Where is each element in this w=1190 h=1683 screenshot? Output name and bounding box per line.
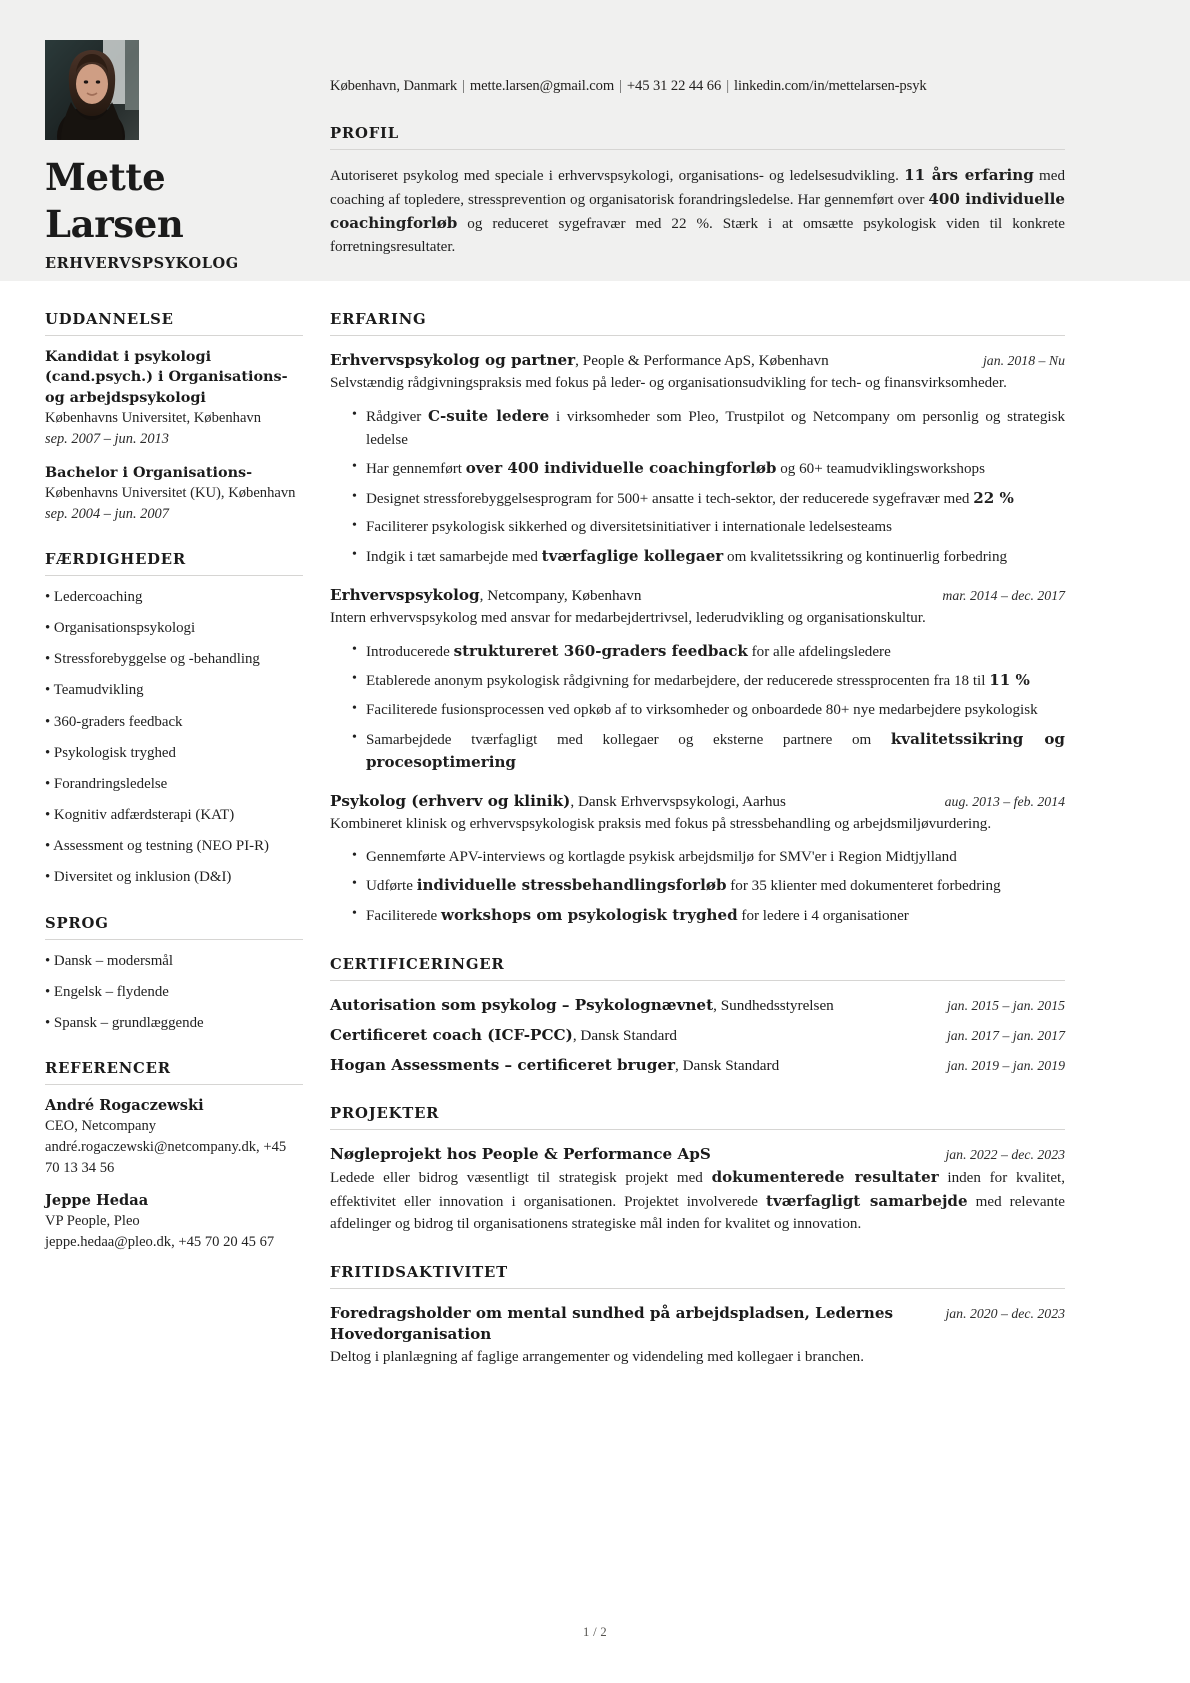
- contact-email[interactable]: mette.larsen@gmail.com: [469, 78, 615, 94]
- experience-date: aug. 2013 – feb. 2014: [944, 793, 1065, 809]
- leisure-date: jan. 2020 – dec. 2023: [945, 1305, 1065, 1321]
- leisure-header: [330, 1303, 1065, 1346]
- body-wrapper: [0, 281, 1190, 1366]
- list-item: • Forandringsledelse: [45, 775, 168, 792]
- experience-bullets: [330, 846, 1065, 928]
- education-institution: Københavns Universitet, København: [45, 410, 262, 427]
- bullet-item: • Gennemførte APV-interviews og kortlagde psykisk arbejdsmiljø for SMV'er i Region Midtjylland: [352, 846, 1065, 869]
- experience-header: [330, 791, 1065, 812]
- section-divider: [45, 335, 303, 336]
- list-item: • Ledercoaching: [45, 589, 143, 605]
- project-header: [330, 1144, 1065, 1165]
- footer: [0, 1625, 1190, 1640]
- education-item: [45, 463, 303, 525]
- contact-phone[interactable]: +45 31 22 44 66: [626, 78, 722, 94]
- education-date: sep. 2007 – jun. 2013: [45, 431, 169, 448]
- certification-name: Hogan Assessments – certificeret bruger, Dansk Standard: [330, 1056, 780, 1075]
- certification-name: Certificeret coach (ICF-PCC), Dansk Standard: [330, 1026, 678, 1045]
- experience-date: jan. 2018 – Nu: [982, 353, 1065, 368]
- list-item: • Dansk – modersmål: [45, 952, 174, 969]
- section-divider: [45, 1084, 303, 1085]
- bullet-item: • Faciliterede workshops om psykologisk tryghed for ledere i 4 organisationer: [352, 904, 1065, 928]
- list-item: • Engelsk – flydende: [45, 983, 169, 1000]
- contact-separator: |: [619, 78, 622, 94]
- experience-role: Erhvervspsykolog, Netcompany, København: [330, 585, 642, 604]
- experience-bullets: [330, 640, 1065, 775]
- certification-item: [330, 995, 1065, 1016]
- sidebar-section-education: [45, 311, 303, 525]
- section-heading-uddannelse: UDDANNELSE: [45, 311, 174, 328]
- profile-section: [330, 125, 1065, 259]
- experience-header: [330, 350, 1065, 371]
- section-experience: [330, 311, 1065, 928]
- reference-role: VP People, Pleo: [45, 1213, 140, 1230]
- section-divider: [330, 149, 1065, 150]
- section-divider: [330, 980, 1065, 981]
- reference-item: [45, 1191, 303, 1253]
- bullet-item: • Samarbejdede tværfagligt med kollegaer og eksterne partnere om kvalitetssikring og procesoptimering: [352, 728, 1065, 775]
- section-heading-referencer: REFERENCER: [45, 1060, 171, 1078]
- bullet-item: • Indgik i tæt samarbejde med tværfaglige kollegaer om kvalitetssikring og kontinuerlig forbedring: [352, 545, 1065, 569]
- experience-role: Psykolog (erhverv og klinik), Dansk Erhvervspsykologi, Aarhus: [330, 791, 786, 810]
- languages-list: [45, 951, 303, 1034]
- leisure-description: Deltog i planlægning af faglige arrangementer og videndeling med kollegaer i branchen.: [330, 1349, 864, 1366]
- education-list: [45, 347, 303, 525]
- section-heading-erfaring: ERFARING: [330, 311, 427, 328]
- list-item: • 360-graders feedback: [45, 713, 183, 730]
- page-indicator: 1 / 2: [583, 1625, 607, 1639]
- reference-name: Jeppe Hedaa: [45, 1191, 149, 1209]
- list-item: • Kognitiv adfærdsterapi (KAT): [45, 807, 235, 824]
- contact-linkedin[interactable]: linkedin.com/in/mettelarsen-psyk: [734, 78, 927, 94]
- leisure-item: [330, 1303, 1065, 1369]
- list-item: • Assessment og testning (NEO PI-R): [45, 838, 270, 855]
- section-leisure: [330, 1264, 1065, 1369]
- section-divider: [330, 1129, 1065, 1130]
- section-heading-projekter: PROJEKTER: [330, 1104, 440, 1122]
- reference-contact[interactable]: jeppe.hedaa@pleo.dk, +45 70 20 45 67: [45, 1233, 275, 1250]
- section-heading-fritidsaktivitet: FRITIDSAKTIVITET: [330, 1263, 508, 1281]
- bullet-item: • Introducerede struktureret 360-graders feedback for alle afdelingsledere: [352, 640, 1065, 664]
- contact-line: [330, 78, 1065, 95]
- main-column: [330, 311, 1065, 1397]
- section-heading-profil: PROFIL: [330, 125, 399, 142]
- sidebar-section-skills: [45, 551, 303, 889]
- experience-item: [330, 350, 1065, 569]
- section-heading-sprog: SPROG: [45, 914, 109, 932]
- experience-role: Erhvervspsykolog og partner, People & Performance ApS, København: [330, 351, 829, 369]
- certification-date: jan. 2015 – jan. 2015: [946, 997, 1065, 1013]
- list-item: • Diversitet og inklusion (D&I): [45, 869, 232, 886]
- identity-block: [45, 40, 300, 272]
- contact-separator: |: [726, 78, 730, 94]
- section-divider: [330, 1288, 1065, 1289]
- education-degree: Bachelor i Organisations-: [45, 463, 253, 481]
- education-degree: Kandidat i psykologi (cand.psych.) i Organisations- og arbejdspsykologi: [45, 348, 288, 406]
- contact-location: København, Danmark: [330, 78, 458, 94]
- certification-date: jan. 2017 – jan. 2017: [946, 1028, 1065, 1044]
- sidebar: [45, 311, 303, 1278]
- certification-name: Autorisation som psykolog – Psykolognævnet, Sundhedsstyrelsen: [330, 995, 834, 1014]
- section-projects: [330, 1105, 1065, 1236]
- experience-date: mar. 2014 – dec. 2017: [942, 587, 1065, 603]
- section-certifications: [330, 956, 1065, 1077]
- sidebar-section-references: [45, 1060, 303, 1252]
- sidebar-section-languages: [45, 915, 303, 1034]
- list-item: • Psykologisk tryghed: [45, 744, 176, 761]
- portrait-photo-icon: [45, 40, 139, 140]
- experience-bullets: [330, 405, 1065, 569]
- bullet-item: • Etablerede anonym psykologisk rådgivning for medarbejdere, der reducerede stressprocenten fra 18 til 11 %: [352, 669, 1065, 693]
- leisure-list: [330, 1303, 1065, 1369]
- section-divider: [45, 939, 303, 940]
- education-institution: Københavns Universitet (KU), København: [45, 485, 296, 502]
- certification-date: jan. 2019 – jan. 2019: [946, 1058, 1065, 1074]
- reference-name: André Rogaczewski: [45, 1097, 204, 1115]
- project-item: [330, 1144, 1065, 1236]
- experience-list: [330, 350, 1065, 928]
- section-divider: [330, 335, 1065, 336]
- list-item: • Stressforebyggelse og -behandling: [45, 651, 260, 668]
- header-right-column: [330, 78, 1065, 259]
- project-description: Ledede eller bidrog væsentligt til strategisk projekt med dokumenterede resultater inden for kvalitet, effektivitet eller innovation i organisationen. Projektet involverede tværfagligt samarbejde med relevante afdelinger og bidrog til organisationens strategiske mål inden for kvalitet og innovation.: [330, 1167, 1065, 1233]
- header-band: [0, 0, 1190, 281]
- section-divider: [45, 575, 303, 576]
- leisure-title: Foredragsholder om mental sundhed på arbejdspladsen, Ledernes Hovedorganisation: [330, 1303, 894, 1344]
- certifications-list: [330, 995, 1065, 1077]
- bullet-item: • Har gennemført over 400 individuelle coachingforløb og 60+ teamudviklingsworkshops: [352, 457, 1065, 481]
- experience-item: [330, 791, 1065, 928]
- experience-description: Kombineret klinisk og erhvervspsykologisk praksis med fokus på stressbehandling og arbejdsmiljøvurdering.: [330, 816, 992, 833]
- bullet-item: • Udførte individuelle stressbehandlingsforløb for 35 klienter med dokumenteret forbedring: [352, 874, 1065, 898]
- experience-item: [330, 585, 1065, 775]
- job-title: ERHVERVSPSYKOLOG: [45, 255, 239, 273]
- list-item: • Spansk – grundlæggende: [45, 1014, 204, 1031]
- page-title: [45, 154, 300, 247]
- section-heading-faerdigheder: FÆRDIGHEDER: [45, 551, 186, 568]
- references-list: [45, 1096, 303, 1252]
- projects-list: [330, 1144, 1065, 1236]
- reference-item: [45, 1096, 303, 1179]
- project-date: jan. 2022 – dec. 2023: [945, 1146, 1065, 1162]
- profile-text: Autoriseret psykolog med speciale i erhvervspsykologi, organisations- og ledelsesudvikling. 11 års erfaring med coaching af topledere, stressprevention og organisatorisk forandringsledelse. Har gennemført over 400 individuelle coachingforløb og reduceret sygefravær med 22 %. Stærk i at omsætte psykologisk viden til konkrete forretningsresultater.: [330, 166, 1065, 256]
- list-item: • Teamudvikling: [45, 682, 144, 699]
- certification-item: [330, 1055, 1065, 1076]
- reference-contact[interactable]: andré.rogaczewski@netcompany.dk, +45 70 13 34 56: [45, 1139, 287, 1176]
- skills-list: [45, 587, 303, 889]
- bullet-item: • Faciliterer psykologisk sikkerhed og diversitetsinitiativer i internationale ledelsesteams: [352, 516, 1065, 539]
- bullet-item: • Designet stressforebyggelsesprogram for 500+ ansatte i tech-sektor, der reducerede sygefravær med 22 %: [352, 487, 1065, 511]
- project-title: Nøgleprojekt hos People & Performance ApS: [330, 1144, 711, 1163]
- experience-description: Selvstændig rådgivningspraksis med fokus på leder- og organisationsudvikling for tech- og finansvirksomheder.: [330, 375, 1007, 392]
- experience-header: [330, 585, 1065, 606]
- bullet-item: • Rådgiver C-suite ledere i virksomheder som Pleo, Trustpilot og Netcompany om personlig og strategisk ledelse: [352, 405, 1065, 451]
- last-name: Larsen: [45, 201, 184, 246]
- experience-description: Intern erhvervspsykolog med ansvar for medarbejdertrivsel, lederudvikling og organisationskultur.: [330, 610, 926, 627]
- bullet-item: • Faciliterede fusionsprocessen ved opkøb af to virksomheder og onboardede 80+ nye medarbejdere psykologisk: [352, 699, 1065, 722]
- contact-separator: |: [462, 78, 465, 94]
- education-date: sep. 2004 – jun. 2007: [45, 506, 169, 523]
- list-item: • Organisationspsykologi: [45, 620, 196, 637]
- reference-role: CEO, Netcompany: [45, 1118, 157, 1135]
- first-name: Mette: [45, 155, 166, 199]
- section-heading-certificeringer: CERTIFICERINGER: [330, 955, 505, 973]
- certification-item: [330, 1025, 1065, 1046]
- education-item: [45, 347, 303, 450]
- avatar: [45, 40, 139, 140]
